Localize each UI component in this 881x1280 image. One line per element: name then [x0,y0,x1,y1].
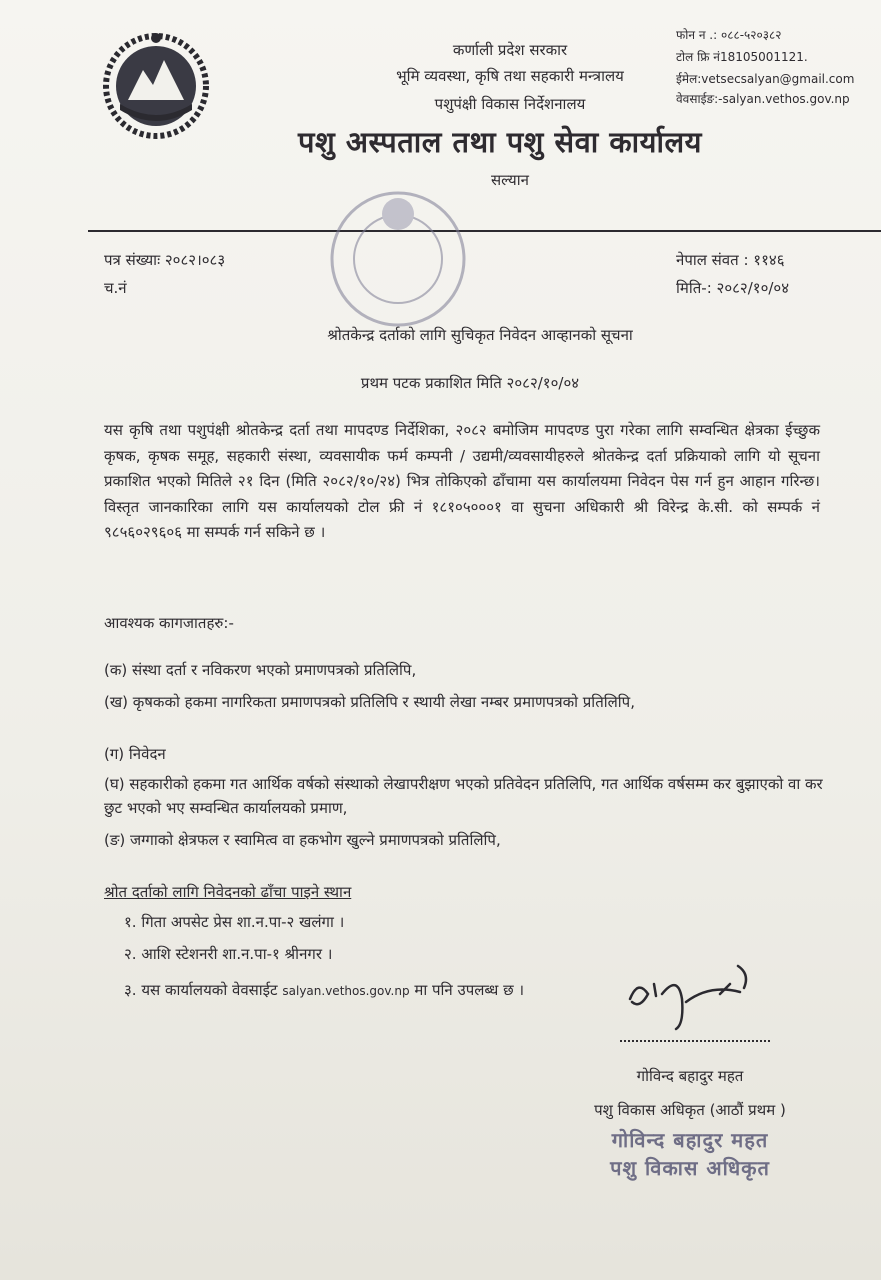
header-line-ministry: भूमि व्यवस्था, कृषि तथा सहकारी मन्त्रालय [396,67,624,85]
nepal-emblem-icon [98,30,214,142]
letter-ref-number: पत्र संख्याः २०८२।०८३ [104,251,226,269]
signature-dotted-line [620,1040,770,1042]
document-item: (ख) कृषकको हकमा नागरिकता प्रमाणपत्रको प्रतिलिपि र स्थायी लेखा नम्बर प्रमाणपत्रको प्रतिलिपि, [104,693,635,711]
handwritten-signature-icon [620,954,770,1034]
header-divider [88,230,881,232]
document-item: (घ) सहकारीको हकमा गत आर्थिक वर्षको संस्थाको लेखापरीक्षण भएको प्रतिवेदन प्रतिलिपि, गत आर्थिक वर्षसम्म कर बुझाएको वा कर छुट भएको भए सम्वन्धित कार्यालयको प्रमाण, [104,775,823,817]
publish-date: प्रथम पटक प्रकाशित मिति २०८२/१०/०४ [360,374,580,392]
signatory-name: गोविन्द बहादुर महत [636,1067,744,1085]
notice-title: श्रोतकेन्द्र दर्ताको लागि सुचिकृत निवेदन आव्हानको सूचना [327,326,633,344]
website-url: salyan.vethos.gov.np [282,984,410,998]
notice-body: यस कृषि तथा पशुपंक्षी श्रोतकेन्द्र दर्ता तथा मापदण्ड निर्देशिका, २०८२ बमोजिम मापदण्ड पुरा गरेका लागि सम्वन्धित क्षेत्रका ईच्छुक कृषक, कृषक समूह, सहकारी संस्था, व्यवसायीक फर्म कम्पनी / उद्यमी/व्यवसायीहरुले श्रोतकेन्द्र दर्ता प्रक्रियाको लागि यो सूचना प्रकाशित भएको मितिले २१ दिन (मिति २०८२/१०/२४) भित्र तोकिएको ढाँचामा यस कार्यालयमा निवेदन पेस गर्न हुन आहान गरिन्छ।विस्तृत जानकारिका लागि यस कार्यालयको टोल फ्री नं १८१०५०००१ वा सुचना अधिकारी श्री विरेन्द्र के.सी. को सम्पर्क नं ९८५६०२९६०६ मा सम्पर्क गर्न सकिने छ । [104,421,820,541]
post-stamp: पशु विकास अधिकृत [610,1156,770,1180]
locations-heading: श्रोत दर्ताको लागि निवेदनको ढाँचा पाइने स्थान [104,883,352,901]
header-line-province: कर्णाली प्रदेश सरकार [452,41,568,59]
signatory-post: पशु विकास अधिकृत (आठौं प्रथम ) [594,1101,786,1119]
header-line-directorate: पशुपंक्षी विकास निर्देशनालय [434,95,586,113]
location-item-prefix: ३. यस कार्यालयको वेवसाईट [124,981,278,999]
nepal-samvat: नेपाल संवत : ११४६ [676,251,785,269]
document-item: (ङ) जग्गाको क्षेत्रफल र स्वामित्व वा हकभोग खुल्ने प्रमाणपत्रको प्रतिलिपि, [104,831,501,849]
name-stamp: गोविन्द बहादुर महत [611,1128,769,1152]
office-district: सल्यान [491,171,529,189]
letter-date: मिति-: २०८२/१०/०४ [676,279,790,297]
contact-toll-free: टोल फ्रि नं18105001121. [676,50,808,64]
dispatch-number: च.नं [104,279,127,297]
document-item: (क) संस्था दर्ता र नविकरण भएको प्रमाणपत्रको प्रतिलिपि, [104,661,417,679]
office-title: पशु अस्पताल तथा पशु सेवा कार्यालय [298,125,702,159]
documents-heading: आवश्यक कागजातहरु:- [104,614,234,632]
contact-website: वेवसाईङ:-salyan.vethos.gov.np [676,92,850,106]
location-item: १. गिता अपसेट प्रेस शा.न.पा-२ खलंगा । [124,913,345,931]
location-item: २. आशि स्टेशनरी शा.न.पा-१ श्रीनगर । [124,945,333,963]
location-item-suffix: मा पनि उपलब्ध छ । [414,981,525,999]
document-item: (ग) निवेदन [104,745,166,763]
location-item-website [124,980,524,1000]
office-stamp-icon [318,184,478,334]
contact-phone: फोन न .: ०८८-५२०३८२ [676,28,782,42]
contact-email: ईमेल:vetsecsalyan@gmail.com [676,72,855,86]
